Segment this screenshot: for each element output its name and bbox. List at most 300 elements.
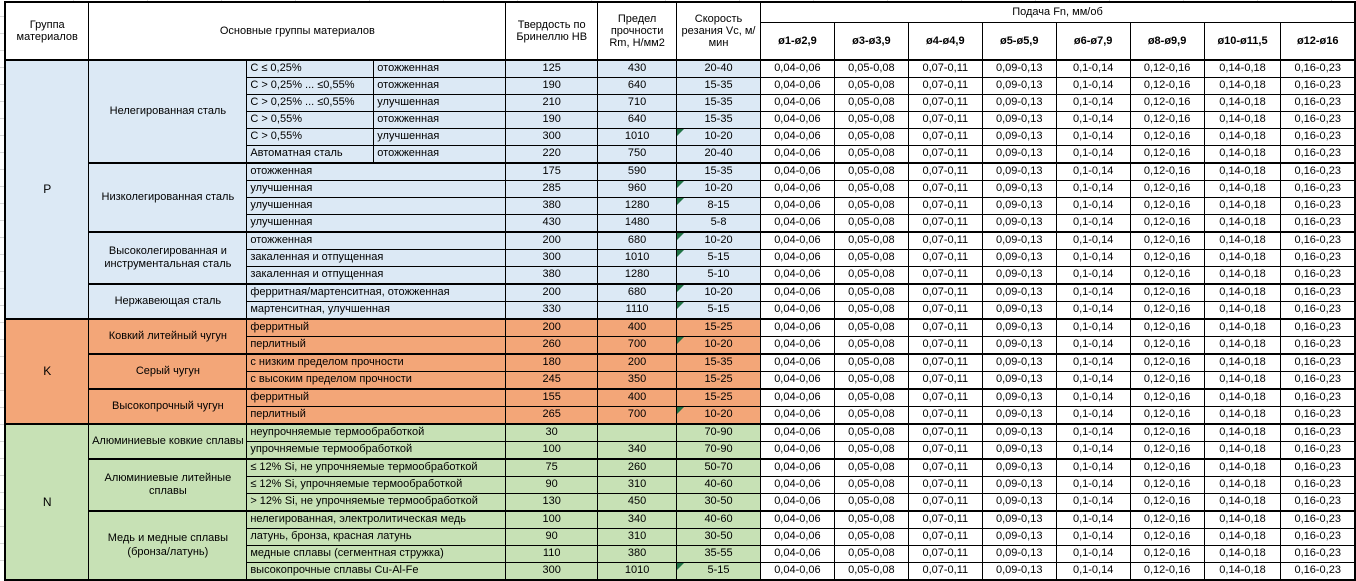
hardness-cell[interactable]: 190 (506, 78, 598, 95)
feed-value-cell[interactable]: 0,12-0,16 (1130, 302, 1204, 320)
treatment-cell[interactable]: улучшенная (374, 95, 506, 112)
feed-value-cell[interactable]: 0,12-0,16 (1130, 232, 1204, 250)
feed-value-cell[interactable]: 0,04-0,06 (760, 529, 834, 546)
feed-value-cell[interactable]: 0,12-0,16 (1130, 546, 1204, 563)
feed-value-cell[interactable]: 0,09-0,13 (982, 95, 1056, 112)
feed-value-cell[interactable]: 0,14-0,18 (1204, 477, 1281, 494)
header-material-group[interactable]: Группа материалов (5, 2, 89, 60)
speed-cell[interactable] (677, 163, 761, 181)
feed-value-cell[interactable]: 0,16-0,23 (1281, 112, 1355, 129)
hardness-cell[interactable]: 430 (506, 215, 598, 233)
feed-value-cell[interactable]: 0,04-0,06 (760, 459, 834, 477)
feed-value-cell[interactable]: 0,09-0,13 (982, 459, 1056, 477)
feed-value-cell[interactable]: 0,04-0,06 (760, 284, 834, 302)
material-description-cell[interactable]: отожженная (247, 163, 506, 181)
feed-value-cell[interactable]: 0,1-0,14 (1056, 198, 1130, 215)
feed-value-cell[interactable]: 0,07-0,11 (908, 459, 982, 477)
hardness-cell[interactable]: 300 (506, 250, 598, 267)
feed-value-cell[interactable]: 0,14-0,18 (1204, 459, 1281, 477)
feed-value-cell[interactable]: 0,04-0,06 (760, 477, 834, 494)
strength-cell[interactable]: 1010 (598, 250, 677, 267)
feed-value-cell[interactable]: 0,05-0,08 (834, 494, 908, 512)
feed-value-cell[interactable]: 0,04-0,06 (760, 267, 834, 285)
feed-value-cell[interactable]: 0,1-0,14 (1056, 215, 1130, 233)
feed-value-cell[interactable]: 0,12-0,16 (1130, 477, 1204, 494)
strength-cell[interactable]: 960 (598, 181, 677, 198)
strength-cell[interactable]: 450 (598, 494, 677, 512)
hardness-cell[interactable]: 260 (506, 337, 598, 355)
strength-cell[interactable]: 310 (598, 529, 677, 546)
speed-cell[interactable] (677, 546, 761, 563)
feed-value-cell[interactable]: 0,12-0,16 (1130, 337, 1204, 355)
feed-value-cell[interactable]: 0,05-0,08 (834, 215, 908, 233)
feed-value-cell[interactable]: 0,14-0,18 (1204, 442, 1281, 460)
feed-value-cell[interactable]: 0,05-0,08 (834, 407, 908, 425)
feed-value-cell[interactable]: 0,07-0,11 (908, 181, 982, 198)
feed-value-cell[interactable]: 0,1-0,14 (1056, 337, 1130, 355)
feed-value-cell[interactable]: 0,05-0,08 (834, 250, 908, 267)
feed-value-cell[interactable]: 0,04-0,06 (760, 95, 834, 112)
feed-value-cell[interactable]: 0,07-0,11 (908, 546, 982, 563)
speed-cell[interactable] (677, 302, 761, 320)
hardness-cell[interactable]: 30 (506, 424, 598, 442)
strength-cell[interactable]: 350 (598, 372, 677, 390)
feed-value-cell[interactable]: 0,07-0,11 (908, 95, 982, 112)
feed-value-cell[interactable]: 0,12-0,16 (1130, 267, 1204, 285)
feed-value-cell[interactable]: 0,14-0,18 (1204, 494, 1281, 512)
composition-cell[interactable]: Автоматная сталь (247, 146, 374, 164)
feed-value-cell[interactable]: 0,05-0,08 (834, 95, 908, 112)
feed-value-cell[interactable]: 0,12-0,16 (1130, 215, 1204, 233)
feed-value-cell[interactable]: 0,16-0,23 (1281, 407, 1355, 425)
hardness-cell[interactable]: 220 (506, 146, 598, 164)
hardness-cell[interactable]: 100 (506, 511, 598, 529)
feed-value-cell[interactable]: 0,14-0,18 (1204, 95, 1281, 112)
speed-cell[interactable] (677, 319, 761, 337)
feed-value-cell[interactable]: 0,14-0,18 (1204, 372, 1281, 390)
feed-value-cell[interactable]: 0,04-0,06 (760, 372, 834, 390)
subgroup-name-cell[interactable]: Медь и медные сплавы (бронза/латунь) (89, 511, 247, 580)
hardness-cell[interactable]: 210 (506, 95, 598, 112)
feed-value-cell[interactable]: 0,09-0,13 (982, 267, 1056, 285)
feed-value-cell[interactable]: 0,14-0,18 (1204, 129, 1281, 146)
feed-value-cell[interactable]: 0,1-0,14 (1056, 563, 1130, 581)
speed-cell[interactable] (677, 129, 761, 146)
feed-value-cell[interactable]: 0,09-0,13 (982, 494, 1056, 512)
strength-cell[interactable]: 1010 (598, 563, 677, 581)
feed-value-cell[interactable]: 0,04-0,06 (760, 60, 834, 78)
subgroup-name-cell[interactable]: Низколегированная сталь (89, 163, 247, 232)
feed-value-cell[interactable]: 0,12-0,16 (1130, 424, 1204, 442)
material-description-cell[interactable]: упрочняемые термообработкой (247, 442, 506, 460)
feed-value-cell[interactable]: 0,1-0,14 (1056, 146, 1130, 164)
feed-value-cell[interactable]: 0,05-0,08 (834, 302, 908, 320)
feed-value-cell[interactable]: 0,14-0,18 (1204, 529, 1281, 546)
feed-value-cell[interactable]: 0,1-0,14 (1056, 112, 1130, 129)
feed-value-cell[interactable]: 0,07-0,11 (908, 511, 982, 529)
feed-value-cell[interactable]: 0,12-0,16 (1130, 354, 1204, 372)
feed-value-cell[interactable]: 0,09-0,13 (982, 146, 1056, 164)
material-description-cell[interactable]: отожженная (247, 232, 506, 250)
feed-value-cell[interactable]: 0,09-0,13 (982, 546, 1056, 563)
treatment-cell[interactable]: отожженная (374, 146, 506, 164)
feed-value-cell[interactable]: 0,09-0,13 (982, 407, 1056, 425)
material-description-cell[interactable]: ферритный (247, 389, 506, 407)
strength-cell[interactable]: 200 (598, 354, 677, 372)
feed-value-cell[interactable]: 0,12-0,16 (1130, 112, 1204, 129)
feed-value-cell[interactable]: 0,1-0,14 (1056, 95, 1130, 112)
group-code-cell[interactable]: N (5, 424, 89, 580)
hardness-cell[interactable]: 285 (506, 181, 598, 198)
strength-cell[interactable]: 640 (598, 78, 677, 95)
feed-value-cell[interactable]: 0,1-0,14 (1056, 284, 1130, 302)
feed-value-cell[interactable]: 0,1-0,14 (1056, 250, 1130, 267)
feed-value-cell[interactable]: 0,14-0,18 (1204, 112, 1281, 129)
hardness-cell[interactable]: 90 (506, 529, 598, 546)
feed-value-cell[interactable]: 0,05-0,08 (834, 337, 908, 355)
feed-value-cell[interactable]: 0,04-0,06 (760, 302, 834, 320)
feed-value-cell[interactable]: 0,1-0,14 (1056, 546, 1130, 563)
feed-value-cell[interactable]: 0,12-0,16 (1130, 250, 1204, 267)
feed-value-cell[interactable]: 0,14-0,18 (1204, 337, 1281, 355)
feed-value-cell[interactable]: 0,1-0,14 (1056, 407, 1130, 425)
composition-cell[interactable]: C > 0,55% (247, 129, 374, 146)
hardness-cell[interactable]: 175 (506, 163, 598, 181)
feed-value-cell[interactable]: 0,09-0,13 (982, 372, 1056, 390)
feed-value-cell[interactable]: 0,04-0,06 (760, 232, 834, 250)
speed-cell[interactable] (677, 494, 761, 512)
feed-value-cell[interactable]: 0,12-0,16 (1130, 181, 1204, 198)
feed-value-cell[interactable]: 0,14-0,18 (1204, 319, 1281, 337)
feed-value-cell[interactable]: 0,16-0,23 (1281, 354, 1355, 372)
speed-cell[interactable] (677, 459, 761, 477)
feed-value-cell[interactable]: 0,16-0,23 (1281, 129, 1355, 146)
feed-value-cell[interactable]: 0,05-0,08 (834, 129, 908, 146)
feed-value-cell[interactable]: 0,09-0,13 (982, 60, 1056, 78)
feed-value-cell[interactable]: 0,07-0,11 (908, 163, 982, 181)
header-diameter-col[interactable]: ø8-ø9,9 (1130, 23, 1204, 61)
feed-value-cell[interactable]: 0,09-0,13 (982, 337, 1056, 355)
feed-value-cell[interactable]: 0,05-0,08 (834, 389, 908, 407)
feed-value-cell[interactable]: 0,12-0,16 (1130, 95, 1204, 112)
feed-value-cell[interactable]: 0,09-0,13 (982, 389, 1056, 407)
strength-cell[interactable]: 680 (598, 284, 677, 302)
hardness-cell[interactable]: 200 (506, 284, 598, 302)
feed-value-cell[interactable]: 0,14-0,18 (1204, 284, 1281, 302)
material-description-cell[interactable]: нелегированная, электролитическая медь (247, 511, 506, 529)
feed-value-cell[interactable]: 0,04-0,06 (760, 407, 834, 425)
feed-value-cell[interactable]: 0,09-0,13 (982, 424, 1056, 442)
feed-value-cell[interactable]: 0,1-0,14 (1056, 354, 1130, 372)
feed-value-cell[interactable]: 0,09-0,13 (982, 354, 1056, 372)
hardness-cell[interactable]: 90 (506, 477, 598, 494)
feed-value-cell[interactable]: 0,05-0,08 (834, 563, 908, 581)
subgroup-name-cell[interactable]: Алюминиевые ковкие сплавы (89, 424, 247, 459)
hardness-cell[interactable]: 75 (506, 459, 598, 477)
feed-value-cell[interactable]: 0,14-0,18 (1204, 60, 1281, 78)
speed-cell[interactable] (677, 60, 761, 78)
feed-value-cell[interactable]: 0,16-0,23 (1281, 146, 1355, 164)
subgroup-name-cell[interactable]: Серый чугун (89, 354, 247, 389)
material-description-cell[interactable]: ≤ 12% Si, не упрочняемые термообработкой (247, 459, 506, 477)
feed-value-cell[interactable]: 0,05-0,08 (834, 511, 908, 529)
feed-value-cell[interactable]: 0,16-0,23 (1281, 546, 1355, 563)
material-description-cell[interactable]: закаленная и отпущенная (247, 267, 506, 285)
material-description-cell[interactable]: неупрочняемые термообработкой (247, 424, 506, 442)
feed-value-cell[interactable]: 0,12-0,16 (1130, 198, 1204, 215)
hardness-cell[interactable]: 130 (506, 494, 598, 512)
feed-value-cell[interactable]: 0,05-0,08 (834, 78, 908, 95)
feed-value-cell[interactable]: 0,16-0,23 (1281, 337, 1355, 355)
speed-cell[interactable] (677, 181, 761, 198)
feed-value-cell[interactable]: 0,05-0,08 (834, 181, 908, 198)
strength-cell[interactable]: 340 (598, 511, 677, 529)
header-hardness[interactable]: Твердость по Бринеллю HB (506, 2, 598, 60)
material-description-cell[interactable]: перлитный (247, 407, 506, 425)
strength-cell[interactable]: 1280 (598, 198, 677, 215)
speed-cell[interactable] (677, 215, 761, 233)
feed-value-cell[interactable]: 0,07-0,11 (908, 284, 982, 302)
feed-value-cell[interactable]: 0,07-0,11 (908, 372, 982, 390)
feed-value-cell[interactable]: 0,12-0,16 (1130, 494, 1204, 512)
feed-value-cell[interactable]: 0,16-0,23 (1281, 163, 1355, 181)
material-description-cell[interactable]: > 12% Si, не упрочняемые термообработкой (247, 494, 506, 512)
feed-value-cell[interactable]: 0,05-0,08 (834, 477, 908, 494)
feed-value-cell[interactable]: 0,1-0,14 (1056, 129, 1130, 146)
subgroup-name-cell[interactable]: Нелегированная сталь (89, 60, 247, 163)
feed-value-cell[interactable]: 0,1-0,14 (1056, 529, 1130, 546)
feed-value-cell[interactable]: 0,07-0,11 (908, 319, 982, 337)
feed-value-cell[interactable]: 0,16-0,23 (1281, 250, 1355, 267)
feed-value-cell[interactable]: 0,14-0,18 (1204, 389, 1281, 407)
feed-value-cell[interactable]: 0,05-0,08 (834, 198, 908, 215)
feed-value-cell[interactable]: 0,14-0,18 (1204, 511, 1281, 529)
speed-cell[interactable] (677, 112, 761, 129)
feed-value-cell[interactable]: 0,09-0,13 (982, 78, 1056, 95)
header-diameter-col[interactable]: ø5-ø5,9 (982, 23, 1056, 61)
feed-value-cell[interactable]: 0,1-0,14 (1056, 319, 1130, 337)
feed-value-cell[interactable]: 0,16-0,23 (1281, 95, 1355, 112)
speed-cell[interactable] (677, 337, 761, 355)
feed-value-cell[interactable]: 0,16-0,23 (1281, 511, 1355, 529)
feed-value-cell[interactable]: 0,04-0,06 (760, 546, 834, 563)
header-diameter-col[interactable]: ø10-ø11,5 (1204, 23, 1281, 61)
feed-value-cell[interactable]: 0,05-0,08 (834, 267, 908, 285)
speed-cell[interactable] (677, 232, 761, 250)
material-description-cell[interactable]: латунь, бронза, красная латунь (247, 529, 506, 546)
hardness-cell[interactable]: 190 (506, 112, 598, 129)
feed-value-cell[interactable]: 0,14-0,18 (1204, 181, 1281, 198)
feed-value-cell[interactable]: 0,1-0,14 (1056, 60, 1130, 78)
composition-cell[interactable]: C > 0,55% (247, 112, 374, 129)
feed-value-cell[interactable]: 0,12-0,16 (1130, 442, 1204, 460)
feed-value-cell[interactable]: 0,09-0,13 (982, 215, 1056, 233)
strength-cell[interactable]: 710 (598, 95, 677, 112)
composition-cell[interactable]: C ≤ 0,25% (247, 60, 374, 78)
feed-value-cell[interactable]: 0,07-0,11 (908, 424, 982, 442)
subgroup-name-cell[interactable]: Алюминиевые литейные сплавы (89, 459, 247, 511)
feed-value-cell[interactable]: 0,12-0,16 (1130, 389, 1204, 407)
feed-value-cell[interactable]: 0,12-0,16 (1130, 529, 1204, 546)
header-diameter-col[interactable]: ø1-ø2,9 (760, 23, 834, 61)
feed-value-cell[interactable]: 0,14-0,18 (1204, 407, 1281, 425)
feed-value-cell[interactable]: 0,04-0,06 (760, 250, 834, 267)
feed-value-cell[interactable]: 0,14-0,18 (1204, 354, 1281, 372)
speed-cell[interactable] (677, 198, 761, 215)
feed-value-cell[interactable]: 0,16-0,23 (1281, 302, 1355, 320)
header-cutting-speed[interactable]: Скорость резания Vc, м/мин (677, 2, 761, 60)
treatment-cell[interactable]: отожженная (374, 112, 506, 129)
feed-value-cell[interactable]: 0,12-0,16 (1130, 146, 1204, 164)
hardness-cell[interactable]: 180 (506, 354, 598, 372)
feed-value-cell[interactable]: 0,16-0,23 (1281, 78, 1355, 95)
header-diameter-col[interactable]: ø12-ø16 (1281, 23, 1355, 61)
feed-value-cell[interactable]: 0,05-0,08 (834, 372, 908, 390)
subgroup-name-cell[interactable]: Ковкий литейный чугун (89, 319, 247, 354)
feed-value-cell[interactable]: 0,04-0,06 (760, 163, 834, 181)
feed-value-cell[interactable]: 0,12-0,16 (1130, 78, 1204, 95)
header-feed[interactable]: Подача Fn, мм/об (760, 2, 1355, 23)
feed-value-cell[interactable]: 0,04-0,06 (760, 424, 834, 442)
hardness-cell[interactable]: 200 (506, 319, 598, 337)
feed-value-cell[interactable]: 0,16-0,23 (1281, 494, 1355, 512)
feed-value-cell[interactable]: 0,09-0,13 (982, 511, 1056, 529)
feed-value-cell[interactable]: 0,1-0,14 (1056, 459, 1130, 477)
feed-value-cell[interactable]: 0,05-0,08 (834, 232, 908, 250)
feed-value-cell[interactable]: 0,09-0,13 (982, 302, 1056, 320)
feed-value-cell[interactable]: 0,1-0,14 (1056, 494, 1130, 512)
feed-value-cell[interactable]: 0,05-0,08 (834, 424, 908, 442)
strength-cell[interactable]: 1280 (598, 267, 677, 285)
feed-value-cell[interactable]: 0,16-0,23 (1281, 389, 1355, 407)
strength-cell[interactable]: 750 (598, 146, 677, 164)
material-description-cell[interactable]: ≤ 12% Si, упрочняемые термообработкой (247, 477, 506, 494)
feed-value-cell[interactable]: 0,04-0,06 (760, 337, 834, 355)
material-description-cell[interactable]: с высоким пределом прочности (247, 372, 506, 390)
feed-value-cell[interactable]: 0,1-0,14 (1056, 389, 1130, 407)
strength-cell[interactable]: 1110 (598, 302, 677, 320)
feed-value-cell[interactable]: 0,04-0,06 (760, 146, 834, 164)
feed-value-cell[interactable]: 0,14-0,18 (1204, 78, 1281, 95)
feed-value-cell[interactable]: 0,16-0,23 (1281, 424, 1355, 442)
feed-value-cell[interactable]: 0,16-0,23 (1281, 267, 1355, 285)
feed-value-cell[interactable]: 0,16-0,23 (1281, 529, 1355, 546)
feed-value-cell[interactable]: 0,1-0,14 (1056, 78, 1130, 95)
feed-value-cell[interactable]: 0,04-0,06 (760, 215, 834, 233)
material-description-cell[interactable]: улучшенная (247, 215, 506, 233)
hardness-cell[interactable]: 300 (506, 563, 598, 581)
material-description-cell[interactable]: улучшенная (247, 198, 506, 215)
feed-value-cell[interactable]: 0,07-0,11 (908, 60, 982, 78)
feed-value-cell[interactable]: 0,09-0,13 (982, 250, 1056, 267)
feed-value-cell[interactable]: 0,07-0,11 (908, 78, 982, 95)
feed-value-cell[interactable]: 0,05-0,08 (834, 112, 908, 129)
composition-cell[interactable]: C > 0,25% ... ≤0,55% (247, 95, 374, 112)
strength-cell[interactable]: 700 (598, 337, 677, 355)
subgroup-name-cell[interactable]: Высоколегированная и инструментальная сталь (89, 232, 247, 284)
feed-value-cell[interactable]: 0,14-0,18 (1204, 424, 1281, 442)
feed-value-cell[interactable]: 0,09-0,13 (982, 477, 1056, 494)
feed-value-cell[interactable]: 0,16-0,23 (1281, 198, 1355, 215)
hardness-cell[interactable]: 265 (506, 407, 598, 425)
feed-value-cell[interactable]: 0,04-0,06 (760, 78, 834, 95)
strength-cell[interactable]: 1010 (598, 129, 677, 146)
feed-value-cell[interactable]: 0,07-0,11 (908, 146, 982, 164)
strength-cell[interactable] (598, 424, 677, 442)
feed-value-cell[interactable]: 0,14-0,18 (1204, 232, 1281, 250)
speed-cell[interactable] (677, 407, 761, 425)
feed-value-cell[interactable]: 0,07-0,11 (908, 477, 982, 494)
hardness-cell[interactable]: 125 (506, 60, 598, 78)
feed-value-cell[interactable]: 0,04-0,06 (760, 354, 834, 372)
feed-value-cell[interactable]: 0,14-0,18 (1204, 267, 1281, 285)
feed-value-cell[interactable]: 0,1-0,14 (1056, 232, 1130, 250)
speed-cell[interactable] (677, 442, 761, 460)
header-strength[interactable]: Предел прочности Rm, Н/мм2 (598, 2, 677, 60)
hardness-cell[interactable]: 380 (506, 267, 598, 285)
feed-value-cell[interactable]: 0,1-0,14 (1056, 267, 1130, 285)
feed-value-cell[interactable]: 0,07-0,11 (908, 563, 982, 581)
material-description-cell[interactable]: мартенситная, улучшенная (247, 302, 506, 320)
treatment-cell[interactable]: улучшенная (374, 129, 506, 146)
feed-value-cell[interactable]: 0,16-0,23 (1281, 232, 1355, 250)
feed-value-cell[interactable]: 0,16-0,23 (1281, 181, 1355, 198)
feed-value-cell[interactable]: 0,07-0,11 (908, 250, 982, 267)
speed-cell[interactable] (677, 563, 761, 581)
feed-value-cell[interactable]: 0,16-0,23 (1281, 284, 1355, 302)
speed-cell[interactable] (677, 372, 761, 390)
feed-value-cell[interactable]: 0,16-0,23 (1281, 477, 1355, 494)
feed-value-cell[interactable]: 0,07-0,11 (908, 529, 982, 546)
strength-cell[interactable]: 400 (598, 389, 677, 407)
material-description-cell[interactable]: ферритный (247, 319, 506, 337)
feed-value-cell[interactable]: 0,09-0,13 (982, 563, 1056, 581)
feed-value-cell[interactable]: 0,12-0,16 (1130, 319, 1204, 337)
feed-value-cell[interactable]: 0,1-0,14 (1056, 372, 1130, 390)
feed-value-cell[interactable]: 0,04-0,06 (760, 112, 834, 129)
feed-value-cell[interactable]: 0,07-0,11 (908, 112, 982, 129)
header-diameter-col[interactable]: ø3-ø3,9 (834, 23, 908, 61)
material-description-cell[interactable]: медные сплавы (сегментная стружка) (247, 546, 506, 563)
feed-value-cell[interactable]: 0,04-0,06 (760, 389, 834, 407)
speed-cell[interactable] (677, 146, 761, 164)
feed-value-cell[interactable]: 0,05-0,08 (834, 60, 908, 78)
feed-value-cell[interactable]: 0,04-0,06 (760, 494, 834, 512)
feed-value-cell[interactable]: 0,09-0,13 (982, 129, 1056, 146)
feed-value-cell[interactable]: 0,09-0,13 (982, 529, 1056, 546)
feed-value-cell[interactable]: 0,14-0,18 (1204, 146, 1281, 164)
feed-value-cell[interactable]: 0,12-0,16 (1130, 372, 1204, 390)
feed-value-cell[interactable]: 0,1-0,14 (1056, 477, 1130, 494)
material-description-cell[interactable]: улучшенная (247, 181, 506, 198)
speed-cell[interactable] (677, 477, 761, 494)
feed-value-cell[interactable]: 0,14-0,18 (1204, 198, 1281, 215)
strength-cell[interactable]: 340 (598, 442, 677, 460)
feed-value-cell[interactable]: 0,07-0,11 (908, 442, 982, 460)
speed-cell[interactable] (677, 250, 761, 267)
feed-value-cell[interactable]: 0,07-0,11 (908, 302, 982, 320)
feed-value-cell[interactable]: 0,07-0,11 (908, 407, 982, 425)
feed-value-cell[interactable]: 0,1-0,14 (1056, 181, 1130, 198)
feed-value-cell[interactable]: 0,07-0,11 (908, 494, 982, 512)
material-description-cell[interactable]: с низким пределом прочности (247, 354, 506, 372)
hardness-cell[interactable]: 100 (506, 442, 598, 460)
feed-value-cell[interactable]: 0,16-0,23 (1281, 372, 1355, 390)
feed-value-cell[interactable]: 0,05-0,08 (834, 146, 908, 164)
feed-value-cell[interactable]: 0,16-0,23 (1281, 319, 1355, 337)
speed-cell[interactable] (677, 529, 761, 546)
feed-value-cell[interactable]: 0,07-0,11 (908, 389, 982, 407)
